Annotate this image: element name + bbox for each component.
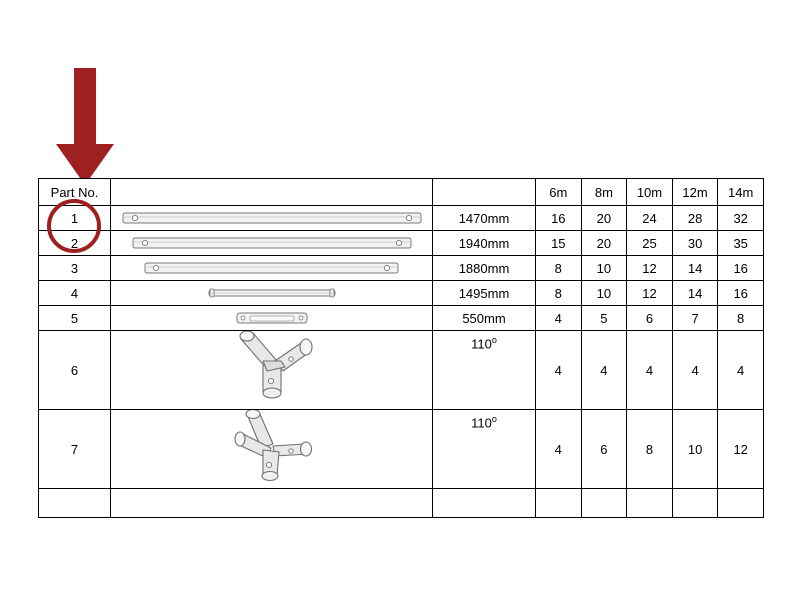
cell-part-no: 4 — [39, 281, 111, 306]
cell-blank — [581, 489, 627, 518]
cell-qty-14m: 16 — [718, 256, 764, 281]
table-row — [39, 231, 764, 256]
table-header-row — [39, 179, 764, 206]
cell-qty-8m: 10 — [581, 256, 627, 281]
cell-length: 1495mm — [433, 281, 536, 306]
table-row — [39, 410, 764, 489]
cell-part-no: 6 — [39, 331, 111, 410]
table-row-blank — [39, 489, 764, 518]
cell-blank — [718, 489, 764, 518]
parts-table — [38, 178, 764, 518]
cell-part-image — [111, 206, 433, 231]
table-row — [39, 256, 764, 281]
cell-qty-6m: 16 — [536, 206, 582, 231]
cell-part-image — [111, 231, 433, 256]
cell-part-no: 7 — [39, 410, 111, 489]
tube-thin-rod-icon — [208, 286, 336, 300]
degree-symbol: o — [491, 414, 497, 424]
cell-qty-8m: 4 — [581, 331, 627, 410]
cell-qty-14m: 35 — [718, 231, 764, 256]
cell-qty-8m: 20 — [581, 231, 627, 256]
cell-part-image — [111, 281, 433, 306]
cell-blank — [536, 489, 582, 518]
tube-long-flat-two-holes-icon — [122, 209, 422, 227]
cell-qty-14m: 12 — [718, 410, 764, 489]
cell-qty-8m: 10 — [581, 281, 627, 306]
cell-blank — [39, 489, 111, 518]
cell-blank — [627, 489, 673, 518]
table-row — [39, 331, 764, 410]
header-part-no: Part No. — [39, 179, 111, 206]
cell-length: 1470mm — [433, 206, 536, 231]
header-length — [433, 179, 536, 206]
cell-qty-12m: 14 — [672, 256, 718, 281]
header-size-10m: 10m — [627, 179, 673, 206]
tube-short-plate-icon — [236, 310, 308, 326]
angle-value: 110 — [471, 336, 492, 352]
cell-blank — [433, 489, 536, 518]
cell-part-no: 5 — [39, 306, 111, 331]
cell-qty-6m: 8 — [536, 281, 582, 306]
tube-long-flat-two-holes-icon — [144, 259, 399, 277]
parts-table-container — [38, 178, 763, 518]
cell-length: 550mm — [433, 306, 536, 331]
cell-qty-10m: 24 — [627, 206, 673, 231]
cell-angle — [433, 331, 536, 410]
cell-qty-6m: 8 — [536, 256, 582, 281]
cell-blank — [111, 489, 433, 518]
cell-part-no: 2 — [39, 231, 111, 256]
cell-part-image — [111, 256, 433, 281]
three-way-connector-a-icon — [207, 331, 337, 409]
cell-qty-10m: 12 — [627, 281, 673, 306]
table-row — [39, 306, 764, 331]
header-size-14m: 14m — [718, 179, 764, 206]
header-image — [111, 179, 433, 206]
cell-part-image — [111, 306, 433, 331]
header-size-12m: 12m — [672, 179, 718, 206]
cell-qty-10m: 25 — [627, 231, 673, 256]
cell-qty-12m: 10 — [672, 410, 718, 489]
cell-qty-10m: 4 — [627, 331, 673, 410]
table-row — [39, 206, 764, 231]
cell-qty-12m: 30 — [672, 231, 718, 256]
cell-qty-14m: 4 — [718, 331, 764, 410]
cell-qty-10m: 12 — [627, 256, 673, 281]
cell-qty-8m: 20 — [581, 206, 627, 231]
tube-long-flat-two-holes-icon — [132, 234, 412, 252]
cell-part-image — [111, 331, 433, 410]
cell-angle — [433, 410, 536, 489]
degree-symbol: o — [491, 335, 497, 345]
cell-length: 1940mm — [433, 231, 536, 256]
three-way-connector-b-icon — [207, 410, 337, 488]
angle-value: 110 — [471, 415, 492, 431]
cell-qty-12m: 28 — [672, 206, 718, 231]
cell-qty-6m: 15 — [536, 231, 582, 256]
cell-qty-12m: 7 — [672, 306, 718, 331]
cell-qty-6m: 4 — [536, 306, 582, 331]
cell-qty-10m: 6 — [627, 306, 673, 331]
cell-qty-12m: 4 — [672, 331, 718, 410]
cell-qty-14m: 16 — [718, 281, 764, 306]
cell-part-no: 3 — [39, 256, 111, 281]
cell-length: 1880mm — [433, 256, 536, 281]
header-size-8m: 8m — [581, 179, 627, 206]
cell-qty-6m: 4 — [536, 410, 582, 489]
cell-part-image — [111, 410, 433, 489]
cell-part-no: 1 — [39, 206, 111, 231]
cell-qty-14m: 8 — [718, 306, 764, 331]
table-row — [39, 281, 764, 306]
cell-qty-10m: 8 — [627, 410, 673, 489]
cell-qty-14m: 32 — [718, 206, 764, 231]
cell-blank — [672, 489, 718, 518]
cell-qty-8m: 5 — [581, 306, 627, 331]
cell-qty-12m: 14 — [672, 281, 718, 306]
cell-qty-6m: 4 — [536, 331, 582, 410]
red-down-arrow-icon — [52, 68, 124, 186]
header-size-6m: 6m — [536, 179, 582, 206]
cell-qty-8m: 6 — [581, 410, 627, 489]
